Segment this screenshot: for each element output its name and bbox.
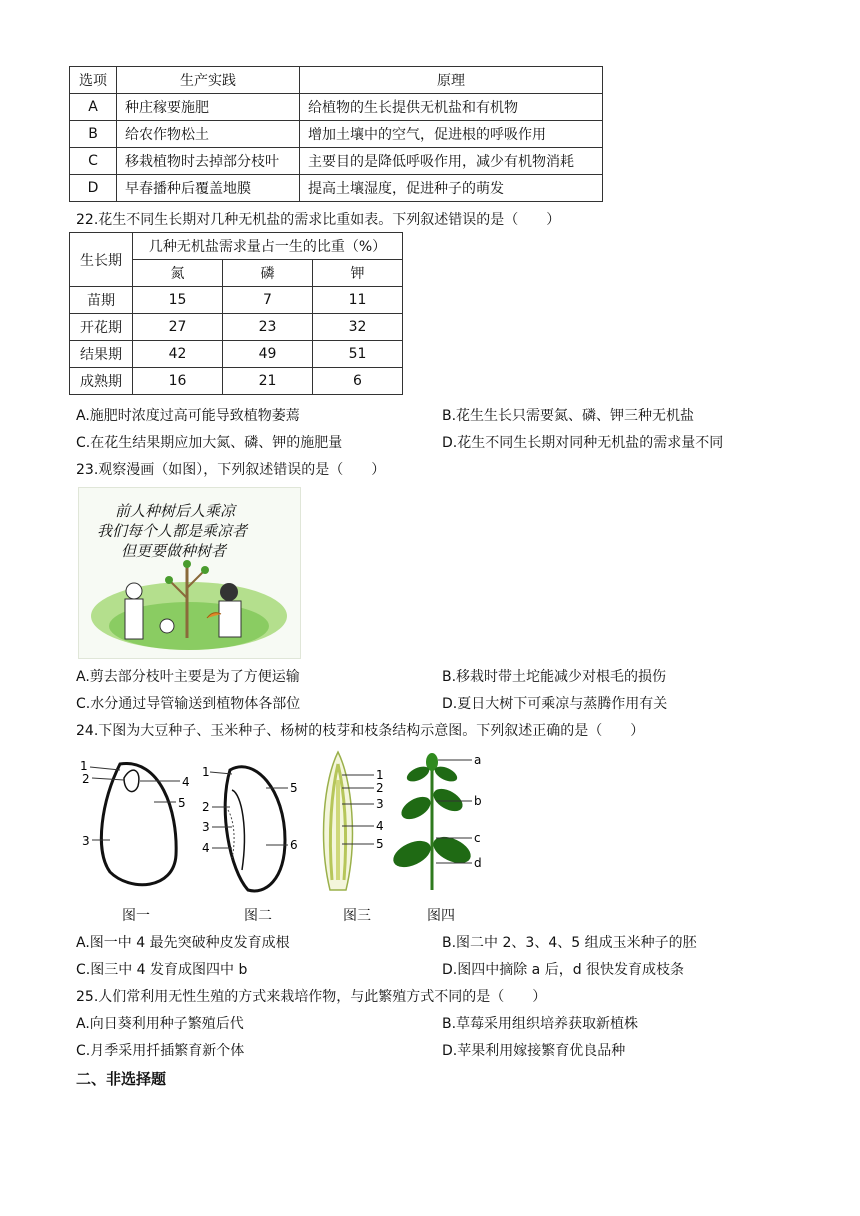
table-cell: 15 [133, 287, 223, 314]
section-title: 二、非选择题 [76, 1070, 167, 1088]
table-cell: 提高土壤湿度，促进种子的萌发 [300, 175, 603, 202]
table-cell: 主要目的是降低呼吸作用，减少有机物消耗 [300, 148, 603, 175]
fig3-number: 1 [376, 768, 384, 782]
fig1-label: 图一 [122, 908, 150, 924]
q24-option-a[interactable]: A.图一中 4 最先突破种皮发育成根 [76, 935, 290, 951]
q22-option-b[interactable]: B.花生生长只需要氮、磷、钾三种无机盐 [442, 408, 695, 424]
table-row [70, 341, 403, 368]
q23-option-c[interactable]: C.水分通过导管输送到植物体各部位 [76, 696, 301, 712]
fig2-label: 图二 [244, 908, 272, 924]
fig1-soybean-seed [80, 759, 190, 885]
table-cell: C [70, 148, 117, 175]
table-row [70, 121, 603, 148]
table-cell: 42 [133, 341, 223, 368]
fig2-number: 6 [290, 838, 298, 852]
table-row [70, 67, 603, 94]
q24-option-d[interactable]: D.图四中摘除 a 后，d 很快发育成枝条 [442, 962, 685, 978]
table-cell: 7 [223, 287, 313, 314]
table-cell: 成熟期 [70, 368, 133, 395]
q25-option-b[interactable]: B.草莓采用组织培养获取新植株 [442, 1016, 639, 1032]
table-cell: 增加土壤中的空气，促进根的呼吸作用 [300, 121, 603, 148]
table-cell: 16 [133, 368, 223, 395]
fig2-number: 4 [202, 841, 210, 855]
fig3-bud [324, 752, 384, 890]
q23-option-d[interactable]: D.夏日大树下可乘凉与蒸腾作用有关 [442, 696, 668, 712]
q25-option-a[interactable]: A.向日葵利用种子繁殖后代 [76, 1016, 244, 1032]
table-cell: A [70, 94, 117, 121]
q22-option-a[interactable]: A.施肥时浓度过高可能导致植物萎蔫 [76, 408, 300, 424]
table-row [70, 94, 603, 121]
table-cell: 苗期 [70, 287, 133, 314]
table-group-header: 几种无机盐需求量占一生的比重（%） [133, 233, 403, 260]
q24-option-b[interactable]: B.图二中 2、3、4、5 组成玉米种子的胚 [442, 935, 697, 951]
table-row [70, 287, 403, 314]
table-cell: 开花期 [70, 314, 133, 341]
fig2-number: 1 [202, 765, 210, 779]
table-cell: D [70, 175, 117, 202]
fig4-letter: b [474, 794, 482, 808]
q25-option-c[interactable]: C.月季采用扦插繁育新个体 [76, 1043, 245, 1059]
table-corner: 生长期 [70, 233, 133, 287]
q23-stem: 23.观察漫画（如图），下列叙述错误的是（ ） [76, 462, 386, 478]
fig3-number: 3 [376, 797, 384, 811]
table-cell: 给植物的生长提供无机盐和有机物 [300, 94, 603, 121]
table-row [70, 148, 603, 175]
fig2-number: 2 [202, 800, 210, 814]
fig1-number: 4 [182, 775, 190, 789]
table-header: 生产实践 [117, 67, 300, 94]
table-row [70, 175, 603, 202]
cartoon-caption-1: 前人种树后人乘凉 [115, 502, 236, 520]
fig3-number: 2 [376, 781, 384, 795]
fig3-number: 5 [376, 837, 384, 851]
table-cell: 11 [313, 287, 403, 314]
q22-table [69, 232, 403, 395]
q24-figures [80, 750, 520, 900]
table-cell: 49 [223, 341, 313, 368]
fig1-number: 5 [178, 796, 186, 810]
table-cell: B [70, 121, 117, 148]
table-row [70, 314, 403, 341]
table-cell: 23 [223, 314, 313, 341]
fig4-letter: c [474, 831, 481, 845]
cartoon-drawing [79, 488, 300, 658]
q24-stem: 24.下图为大豆种子、玉米种子、杨树的枝芽和枝条结构示意图。下列叙述正确的是（ ） [76, 723, 645, 739]
table-cell: 早春播种后覆盖地膜 [117, 175, 300, 202]
cartoon-caption-3: 但更要做种树者 [121, 542, 227, 560]
table-header: 钾 [313, 260, 403, 287]
table-cell: 51 [313, 341, 403, 368]
fig1-number: 1 [80, 759, 88, 773]
q23-cartoon [78, 487, 301, 659]
table-header: 原理 [300, 67, 603, 94]
fig1-number: 2 [82, 772, 90, 786]
table-cell: 结果期 [70, 341, 133, 368]
q23-option-b[interactable]: B.移栽时带土坨能减少对根毛的损伤 [442, 669, 667, 685]
table-row [70, 233, 403, 260]
fig4-label: 图四 [427, 908, 455, 924]
fig2-number: 3 [202, 820, 210, 834]
fig3-number: 4 [376, 819, 384, 833]
table-cell: 32 [313, 314, 403, 341]
fig3-label: 图三 [343, 908, 371, 924]
table-header: 选项 [70, 67, 117, 94]
fig1-number: 3 [82, 834, 90, 848]
table-cell: 6 [313, 368, 403, 395]
table-header: 氮 [133, 260, 223, 287]
q25-option-d[interactable]: D.苹果利用嫁接繁育优良品种 [442, 1043, 626, 1059]
fig2-corn-seed [202, 765, 298, 891]
table-cell: 给农作物松土 [117, 121, 300, 148]
fig4-letter: d [474, 856, 482, 870]
q24-option-c[interactable]: C.图三中 4 发育成图四中 b [76, 962, 248, 978]
fig2-number: 5 [290, 781, 298, 795]
q23-option-a[interactable]: A.剪去部分枝叶主要是为了方便运输 [76, 669, 300, 685]
q21-table [69, 66, 603, 202]
q25-stem: 25.人们常利用无性生殖的方式来栽培作物，与此繁殖方式不同的是（ ） [76, 989, 547, 1005]
table-cell: 27 [133, 314, 223, 341]
q22-option-c[interactable]: C.在花生结果期应加大氮、磷、钾的施肥量 [76, 435, 343, 451]
fig4-branch [389, 753, 481, 890]
table-cell: 移栽植物时去掉部分枝叶 [117, 148, 300, 175]
fig4-letter: a [474, 753, 482, 767]
table-cell: 21 [223, 368, 313, 395]
q22-option-d[interactable]: D.花生不同生长期对同种无机盐的需求量不同 [442, 435, 724, 451]
table-header: 磷 [223, 260, 313, 287]
q22-stem: 22.花生不同生长期对几种无机盐的需求比重如表。下列叙述错误的是（ ） [76, 212, 561, 228]
cartoon-caption-2: 我们每个人都是乘凉者 [97, 522, 248, 540]
table-cell: 种庄稼要施肥 [117, 94, 300, 121]
table-row [70, 368, 403, 395]
